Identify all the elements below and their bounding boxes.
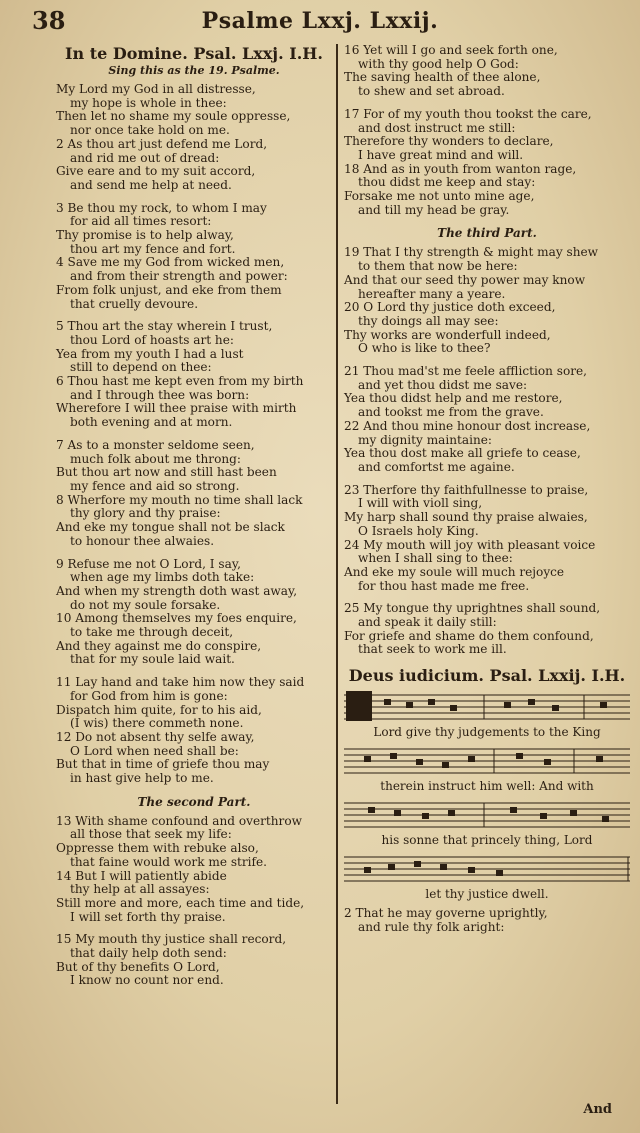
verse-line: thy glory and thy praise: bbox=[70, 506, 221, 521]
verse-line: thou Lord of hoasts art he: bbox=[70, 332, 234, 347]
verse-line: Thy promise is to help alway, bbox=[56, 228, 234, 243]
verse-line: I have great mind and will. bbox=[358, 147, 524, 162]
stanza bbox=[56, 815, 332, 925]
music-staff bbox=[344, 743, 630, 793]
page-number: 38 bbox=[32, 6, 66, 35]
part-heading: The second Part. bbox=[137, 794, 251, 809]
stanza bbox=[344, 907, 630, 934]
verse-line: and tookst me from the grave. bbox=[358, 405, 544, 420]
stanza bbox=[344, 365, 630, 475]
verse-line: to honour thee alwaies. bbox=[70, 533, 215, 548]
verse-line: my fence and aid so strong. bbox=[70, 478, 240, 493]
verse-line: My Lord my God in all distresse, bbox=[56, 82, 256, 96]
verse-line: my hope is whole in thee: bbox=[70, 95, 227, 110]
verse-line: that cruelly devoure. bbox=[70, 296, 199, 311]
verse-line: to them that now be here: bbox=[358, 259, 518, 274]
verse-line: Yea from my youth I had a lust bbox=[56, 346, 244, 361]
verse-line: 12 Do not absent thy selfe away, bbox=[56, 729, 255, 744]
verse-line: The saving health of thee alone, bbox=[344, 70, 541, 85]
verse-line: that for my soule laid wait. bbox=[70, 652, 235, 667]
verse-line: 17 For of my youth thou tookst the care, bbox=[344, 106, 592, 121]
verse-line: nor once take hold on me. bbox=[70, 123, 230, 138]
verse-line: 20 O Lord thy justice doth exceed, bbox=[344, 300, 556, 315]
verse-line: 5 Thou art the stay wherein I trust, bbox=[56, 319, 273, 334]
verse-line: And when my strength doth wast away, bbox=[56, 583, 298, 598]
staff-2-notation bbox=[344, 743, 630, 777]
verse-line: From folk unjust, and eke from them bbox=[56, 282, 282, 297]
verse-line: and from their strength and power: bbox=[70, 269, 288, 284]
verse-line: Therefore thy wonders to declare, bbox=[344, 134, 554, 149]
verse-line: Dispatch him quite, for to his aid, bbox=[56, 702, 262, 717]
verse-line: that faine would work me strife. bbox=[70, 854, 268, 869]
verse-line: all those that seek my life: bbox=[70, 827, 232, 842]
verse-line: still to depend on thee: bbox=[70, 360, 212, 375]
running-title: Psalme Lxxj. Lxxij. bbox=[201, 8, 439, 34]
verse-line: Still more and more, each time and tide, bbox=[56, 895, 305, 910]
staff-3-notation bbox=[344, 797, 630, 831]
stanza bbox=[56, 83, 332, 193]
lyric-line: his sonne that princely thing, Lord bbox=[381, 833, 593, 848]
verse-line: 15 My mouth thy justice shall record, bbox=[56, 932, 287, 947]
verse-line: 9 Refuse me not O Lord, I say, bbox=[56, 556, 241, 571]
verse-line: with thy good help O God: bbox=[358, 56, 519, 71]
stanza bbox=[344, 246, 630, 356]
verse-line: I will with violl sing, bbox=[358, 496, 483, 511]
verse-line: 3 Be thou my rock, to whom I may bbox=[56, 200, 267, 215]
verse-line: (I wis) there commeth none. bbox=[70, 716, 244, 731]
verse-line: when age my limbs doth take: bbox=[70, 570, 255, 585]
verse-line: Forsake me not unto mine age, bbox=[344, 189, 535, 204]
verse-line: I know no count nor end. bbox=[70, 973, 224, 988]
verse-line: and rid me out of dread: bbox=[70, 150, 220, 165]
verse-line: 6 Thou hast me kept even from my birth bbox=[56, 374, 304, 389]
verse-line: 19 That I thy strength & might may shew bbox=[344, 245, 599, 260]
psalm-title: In te Domine. Psal. Lxxj. I.H. bbox=[65, 44, 323, 63]
verse-line: 8 Wherfore my mouth no time shall lack bbox=[56, 492, 303, 507]
verse-line: and till my head be gray. bbox=[358, 202, 510, 217]
verse-line: and rule thy folk aright: bbox=[358, 919, 505, 934]
verse-line: 13 With shame confound and overthrow bbox=[56, 813, 302, 828]
verse-line: But of thy benefits O Lord, bbox=[56, 959, 220, 974]
verse-line: for aid all times resort: bbox=[70, 214, 212, 229]
column-divider bbox=[336, 44, 338, 1104]
verse-line: 18 And as in youth from wanton rage, bbox=[344, 161, 577, 176]
verse-line: thou art my fence and fort. bbox=[70, 241, 236, 256]
verse-line: 16 Yet will I go and seek forth one, bbox=[344, 43, 558, 57]
staff-1-notation bbox=[344, 689, 630, 723]
verse-line: I will set forth thy praise. bbox=[70, 909, 226, 924]
verse-line: for thou hast made me free. bbox=[358, 578, 530, 593]
verse-line: For griefe and shame do them confound, bbox=[344, 628, 594, 643]
verse-line: and yet thou didst me save: bbox=[358, 377, 528, 392]
verse-line: 23 Therfore thy faithfullnesse to praise, bbox=[344, 482, 589, 497]
verse-line: 2 As thou art just defend me Lord, bbox=[56, 136, 268, 151]
verse-line: that seek to work me ill. bbox=[358, 642, 507, 657]
verse-line: and speak it daily still: bbox=[358, 615, 497, 630]
verse-line: And eke my soule will much rejoyce bbox=[344, 564, 565, 579]
lyric-line: Lord give thy judgements to the King bbox=[373, 725, 601, 740]
verse-line: Yea thou didst help and me restore, bbox=[344, 391, 563, 406]
stanza bbox=[344, 108, 630, 218]
verse-line: O Israels holy King. bbox=[358, 523, 479, 538]
lyric-line: let thy justice dwell. bbox=[425, 887, 549, 902]
verse-line: My harp shall sound thy praise alwaies, bbox=[344, 510, 588, 525]
catchword: And bbox=[583, 1102, 612, 1117]
verse-line: 22 And thou mine honour dost increase, bbox=[344, 418, 591, 433]
stanza bbox=[56, 320, 332, 430]
verse-line: to take me through deceit, bbox=[70, 625, 234, 640]
verse-line: Oppresse them with rebuke also, bbox=[56, 841, 259, 856]
stanza bbox=[344, 484, 630, 594]
stanza bbox=[56, 676, 332, 786]
verse-line: both evening and at morn. bbox=[70, 415, 233, 430]
stanza bbox=[344, 602, 630, 657]
tune-note: Sing this as the 19. Psalme. bbox=[108, 64, 280, 77]
verse-line: thou didst me keep and stay: bbox=[358, 175, 536, 190]
psalm-title: Deus iudicium. Psal. Lxxij. I.H. bbox=[348, 666, 626, 686]
verse-line: Then let no shame my soule oppresse, bbox=[56, 109, 291, 124]
stanza bbox=[56, 202, 332, 312]
page-header bbox=[0, 6, 640, 40]
verse-line: and dost instruct me still: bbox=[358, 120, 516, 135]
verse-line: But that in time of griefe thou may bbox=[56, 757, 270, 772]
left-column bbox=[56, 44, 332, 997]
stanza bbox=[56, 439, 332, 549]
verse-line: 14 But I will patiently abide bbox=[56, 868, 227, 883]
music-staff bbox=[344, 689, 630, 739]
verse-line: thy help at all assayes: bbox=[70, 882, 210, 897]
verse-line: and I through thee was born: bbox=[70, 387, 250, 402]
verse-line: when I shall sing to thee: bbox=[358, 551, 513, 566]
verse-line: and comfortst me againe. bbox=[358, 459, 515, 474]
music-staff bbox=[344, 797, 630, 847]
verse-line: 2 That he may governe uprightly, bbox=[344, 906, 548, 921]
verse-line: 11 Lay hand and take him now they said bbox=[56, 675, 305, 690]
verse-line: O who is like to thee? bbox=[358, 341, 491, 356]
verse-line: do not my soule forsake. bbox=[70, 597, 221, 612]
verse-line: to shew and set abroad. bbox=[358, 84, 505, 99]
verse-line: thy doings all may see: bbox=[358, 313, 499, 328]
verse-line: for God from him is gone: bbox=[70, 688, 228, 703]
verse-line: Yea thou dost make all griefe to cease, bbox=[344, 446, 581, 461]
verse-line: 10 Among themselves my foes enquire, bbox=[56, 611, 297, 626]
verse-line: And they against me do conspire, bbox=[56, 638, 262, 653]
verse-line: Give eare and to my suit accord, bbox=[56, 164, 256, 179]
right-column bbox=[344, 44, 630, 944]
stanza bbox=[56, 933, 332, 988]
verse-line: Wherefore I will thee praise with mirth bbox=[56, 401, 297, 416]
stanza bbox=[56, 558, 332, 668]
verse-line: much folk about me throng: bbox=[70, 451, 241, 466]
verse-line: 7 As to a monster seldome seen, bbox=[56, 437, 255, 452]
verse-line: And eke my tongue shall not be slack bbox=[56, 520, 285, 535]
verse-line: that daily help doth send: bbox=[70, 946, 227, 961]
verse-line: 25 My tongue thy uprightnes shall sound, bbox=[344, 601, 601, 616]
verse-line: 24 My mouth will joy with pleasant voice bbox=[344, 537, 596, 552]
stanza bbox=[344, 44, 630, 99]
verse-line: and send me help at need. bbox=[70, 177, 232, 192]
verse-line: And that our seed thy power may know bbox=[344, 272, 586, 287]
part-heading: The third Part. bbox=[437, 226, 537, 241]
verse-line: in hast give help to me. bbox=[70, 771, 214, 786]
verse-line: 21 Thou mad'st me feele affliction sore, bbox=[344, 364, 588, 379]
music-staff bbox=[344, 851, 630, 901]
verse-line: my dignity maintaine: bbox=[358, 432, 492, 447]
verse-line: But thou art now and still hast been bbox=[56, 465, 277, 480]
staff-4-notation bbox=[344, 851, 630, 885]
verse-line: O Lord when need shall be: bbox=[70, 743, 239, 758]
verse-line: Thy works are wonderfull indeed, bbox=[344, 327, 551, 342]
verse-line: 4 Save me my God from wicked men, bbox=[56, 255, 285, 270]
lyric-line: therein instruct him well: And with bbox=[380, 779, 594, 794]
verse-line: hereafter many a yeare. bbox=[358, 286, 506, 301]
